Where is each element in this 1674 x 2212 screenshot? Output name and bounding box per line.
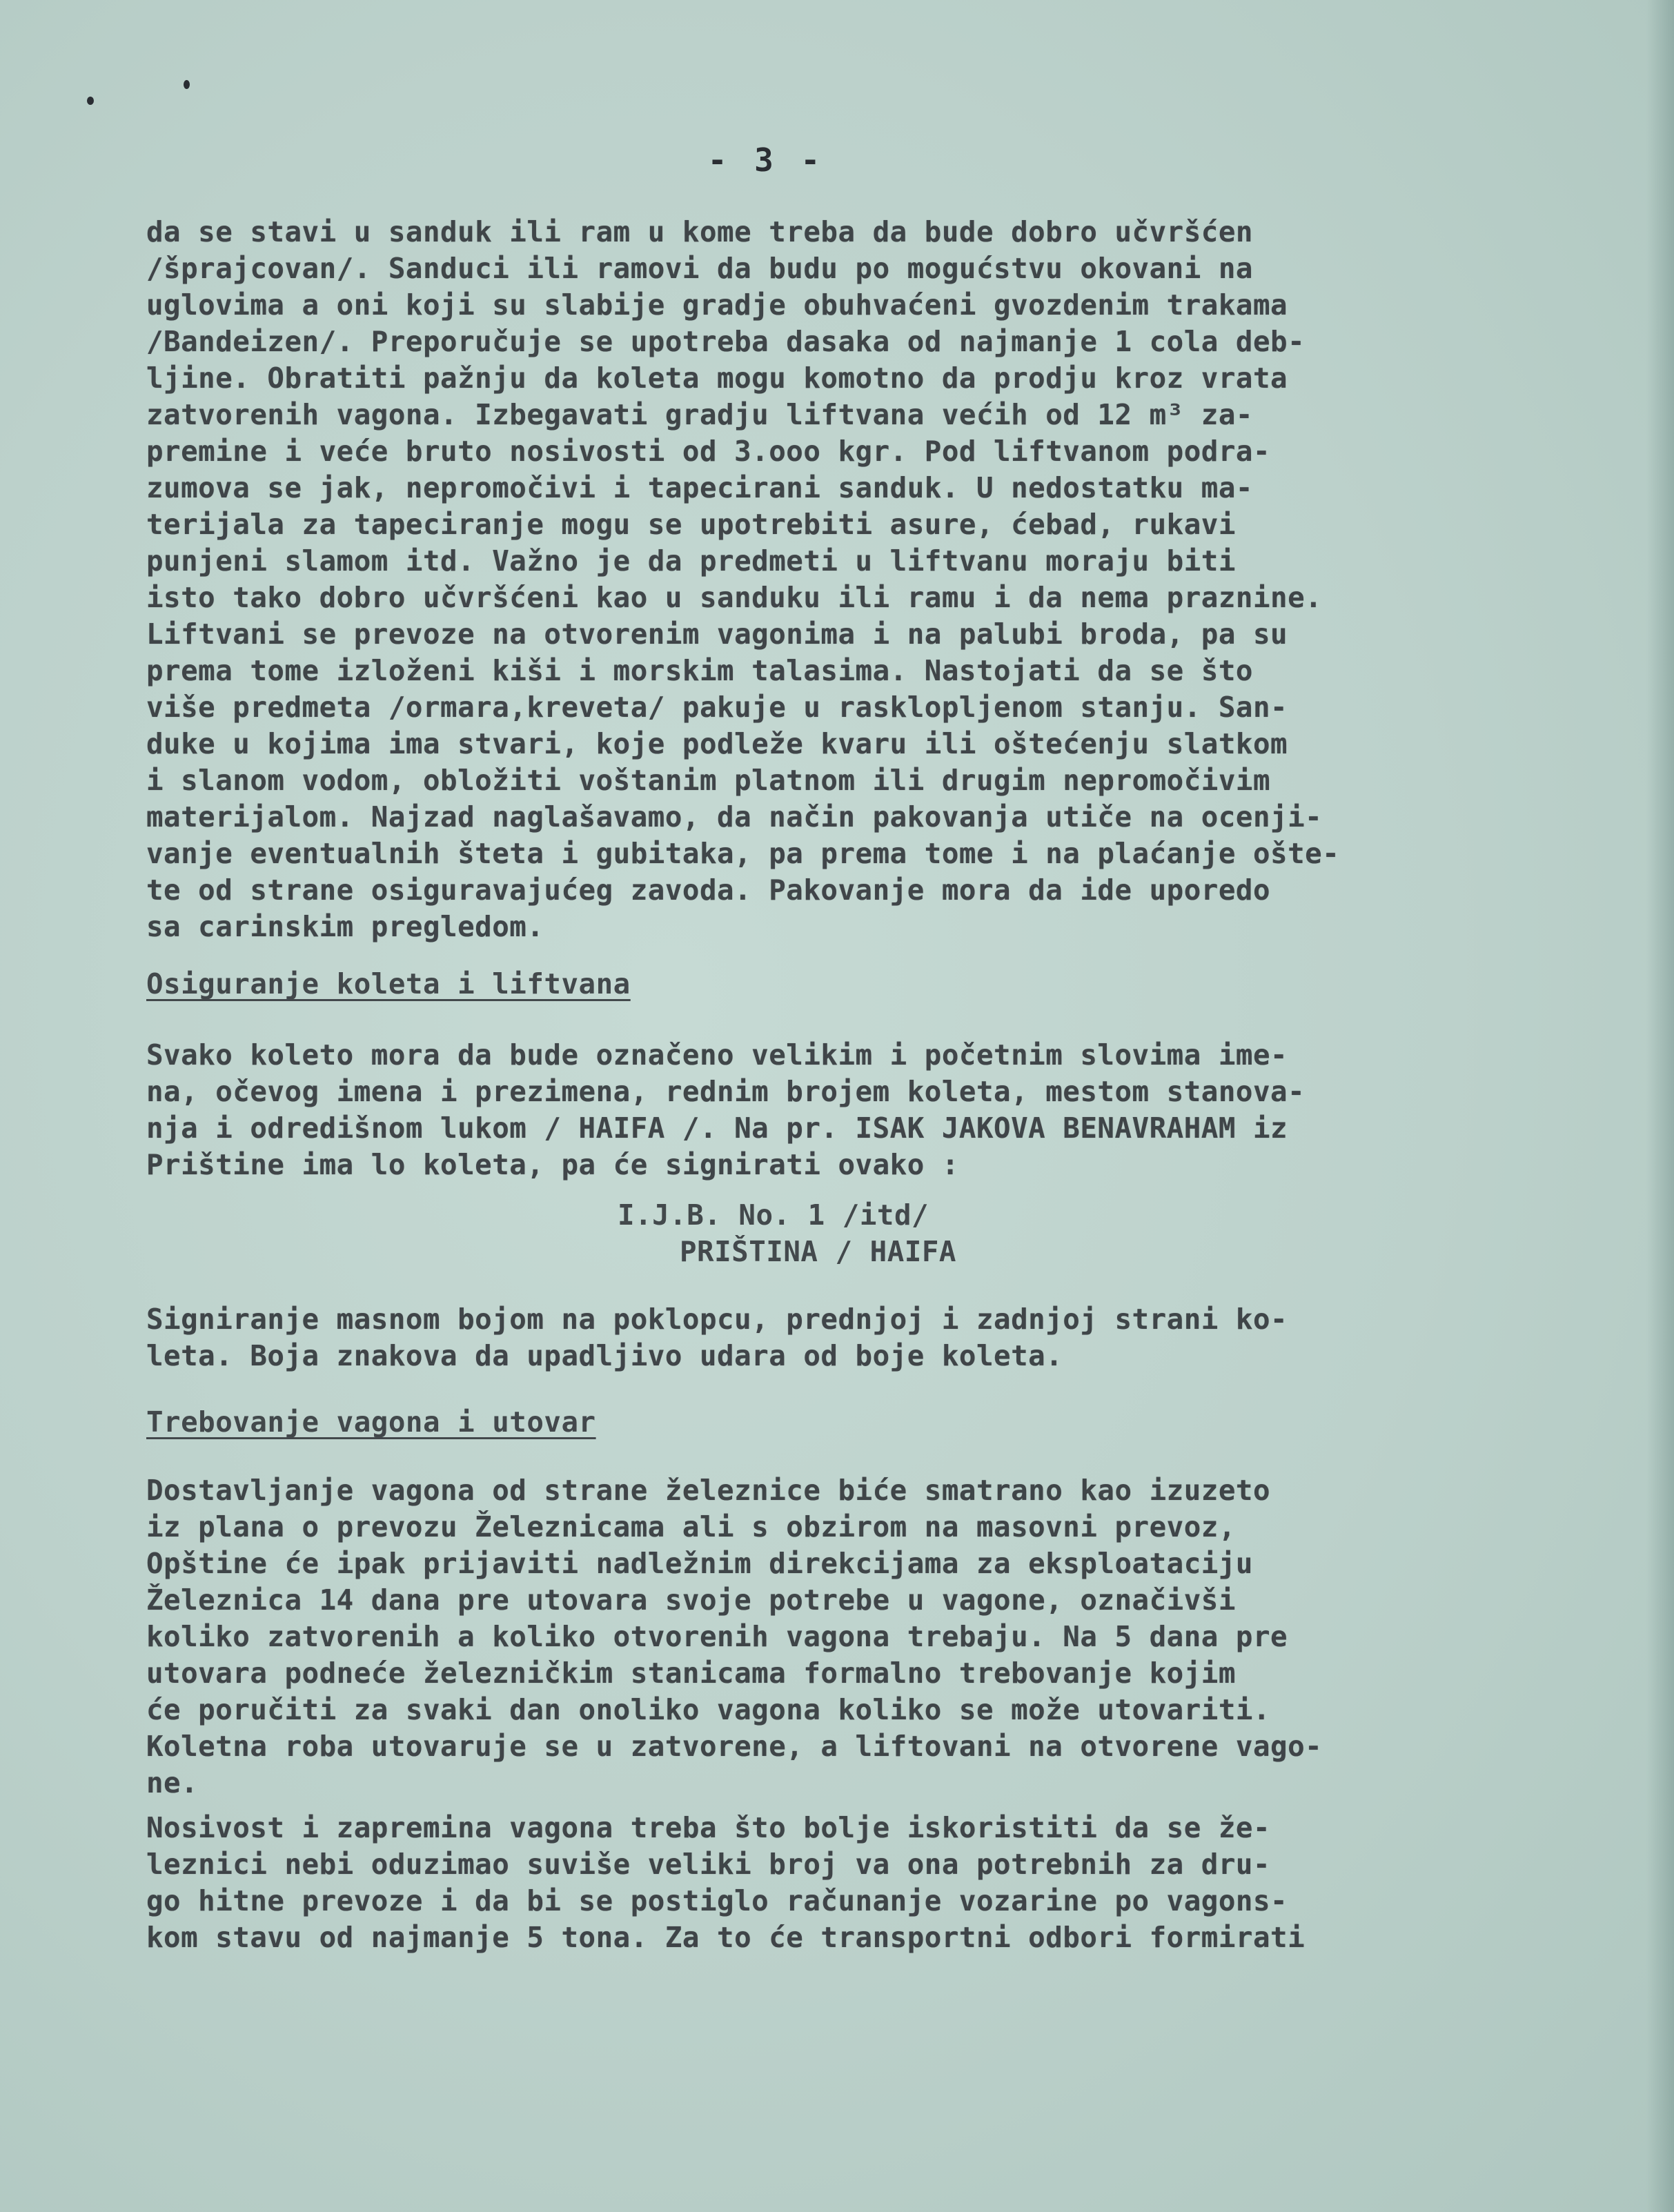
text-line: isto tako dobro učvršćeni kao u sanduku ili ramu i da nema praznine. xyxy=(146,581,1323,614)
marking-example-line-1: I.J.B. No. 1 /itd/ xyxy=(618,1198,929,1232)
text-line: leznici nebi oduzimao suviše veliki broj va ona potrebnih za dru- xyxy=(146,1848,1271,1881)
text-line: prema tome izloženi kiši i morskim talasima. Nastojati da se što xyxy=(146,654,1253,687)
text-line: /Bandeizen/. Preporučuje se upotreba dasaka od najmanje 1 cola deb- xyxy=(146,325,1306,358)
text-line: uglovima a oni koji su slabije gradje obuhvaćeni gvozdenim trakama xyxy=(146,288,1288,322)
text-line: više predmeta /ormara,kreveta/ pakuje u rasklopljenom stanju. San- xyxy=(146,691,1288,724)
text-line: Svako koleto mora da bude označeno velikim i početnim slovima ime- xyxy=(146,1038,1288,1072)
section-heading-wagons: Trebovanje vagona i utovar xyxy=(146,1405,596,1439)
text-line: premine i veće bruto nosivosti od 3.ooo kgr. Pod liftvanom podra- xyxy=(146,435,1271,468)
text-line: Liftvani se prevoze na otvorenim vagonima i na palubi broda, pa su xyxy=(146,618,1288,651)
text-line: zatvorenih vagona. Izbegavati gradju liftvana većih od 12 m³ za- xyxy=(146,398,1253,431)
text-line: iz plana o prevozu Železnicama ali s obzirom na masovni prevoz, xyxy=(146,1510,1236,1543)
text-line: Prištine ima lo koleta, pa će signirati ovako : xyxy=(146,1148,959,1181)
text-line: Koletna roba utovaruje se u zatvorene, a liftovani na otvorene vago- xyxy=(146,1730,1323,1763)
text-line: nja i odredišnom lukom / HAIFA /. Na pr. ISAK JAKOVA BENAVRAHAM iz xyxy=(146,1112,1288,1145)
text-line: Signiranje masnom bojom na poklopcu, prednjoj i zadnjoj strani ko- xyxy=(146,1303,1288,1336)
text-line: te od strane osiguravajućeg zavoda. Pakovanje mora da ide uporedo xyxy=(146,873,1271,907)
text-line: ne. xyxy=(146,1766,199,1799)
text-line: duke u kojima ima stvari, koje podleže kvaru ili oštećenju slatkom xyxy=(146,727,1288,760)
text-line: kom stavu od najmanje 5 tona. Za to će transportni odbori formirati xyxy=(146,1921,1306,1954)
text-line: terijala za tapeciranje mogu se upotrebiti asure, ćebad, rukavi xyxy=(146,508,1236,541)
section-heading-insurance: Osiguranje koleta i liftvana xyxy=(146,967,631,1000)
text-line: koliko zatvorenih a koliko otvorenih vagona trebaju. Na 5 dana pre xyxy=(146,1620,1288,1653)
text-line: Nosivost i zapremina vagona treba što bolje iskoristiti da se že- xyxy=(146,1811,1271,1844)
punch-mark-left xyxy=(87,97,94,105)
text-line: će poručiti za svaki dan onoliko vagona koliko se može utovariti. xyxy=(146,1693,1271,1726)
text-line: utovara podneće železničkim stanicama formalno trebovanje kojim xyxy=(146,1657,1236,1690)
text-line: Dostavljanje vagona od strane železnice biće smatrano kao izuzeto xyxy=(146,1474,1271,1507)
text-line: go hitne prevoze i da bi se postiglo računanje vozarine po vagons- xyxy=(146,1884,1288,1917)
marking-example-line-2: PRIŠTINA / HAIFA xyxy=(680,1235,956,1268)
text-line: sa carinskim pregledom. xyxy=(146,910,544,943)
text-line: vanje eventualnih šteta i gubitaka, pa prema tome i na plaćanje ošte- xyxy=(146,837,1340,870)
text-line: /šprajcovan/. Sanduci ili ramovi da budu po mogućstvu okovani na xyxy=(146,252,1253,285)
text-line: Železnica 14 dana pre utovara svoje potrebe u vagone, označivši xyxy=(146,1583,1236,1617)
text-line: na, očevog imena i prezimena, rednim brojem koleta, mestom stanova- xyxy=(146,1075,1306,1108)
text-line: punjeni slamom itd. Važno je da predmeti u liftvanu moraju biti xyxy=(146,544,1236,577)
text-line: i slanom vodom, obložiti voštanim platnom ili drugim nepromočivim xyxy=(146,764,1271,797)
text-line: Opštine će ipak prijaviti nadležnim direkcijama za eksploataciju xyxy=(146,1547,1253,1580)
page-number: - 3 - xyxy=(707,141,825,179)
text-line: ljine. Obratiti pažnju da koleta mogu komotno da prodju kroz vrata xyxy=(146,362,1288,395)
page-edge-shadow xyxy=(1646,0,1674,2212)
punch-mark-right xyxy=(184,80,190,89)
text-line: leta. Boja znakova da upadljivo udara od boje koleta. xyxy=(146,1339,1063,1372)
text-line: zumova se jak, nepromočivi i tapecirani sanduk. U nedostatku ma- xyxy=(146,471,1253,504)
text-line: materijalom. Najzad naglašavamo, da način pakovanja utiče na ocenji- xyxy=(146,800,1323,833)
text-line: da se stavi u sanduk ili ram u kome treba da bude dobro učvršćen xyxy=(146,215,1253,248)
